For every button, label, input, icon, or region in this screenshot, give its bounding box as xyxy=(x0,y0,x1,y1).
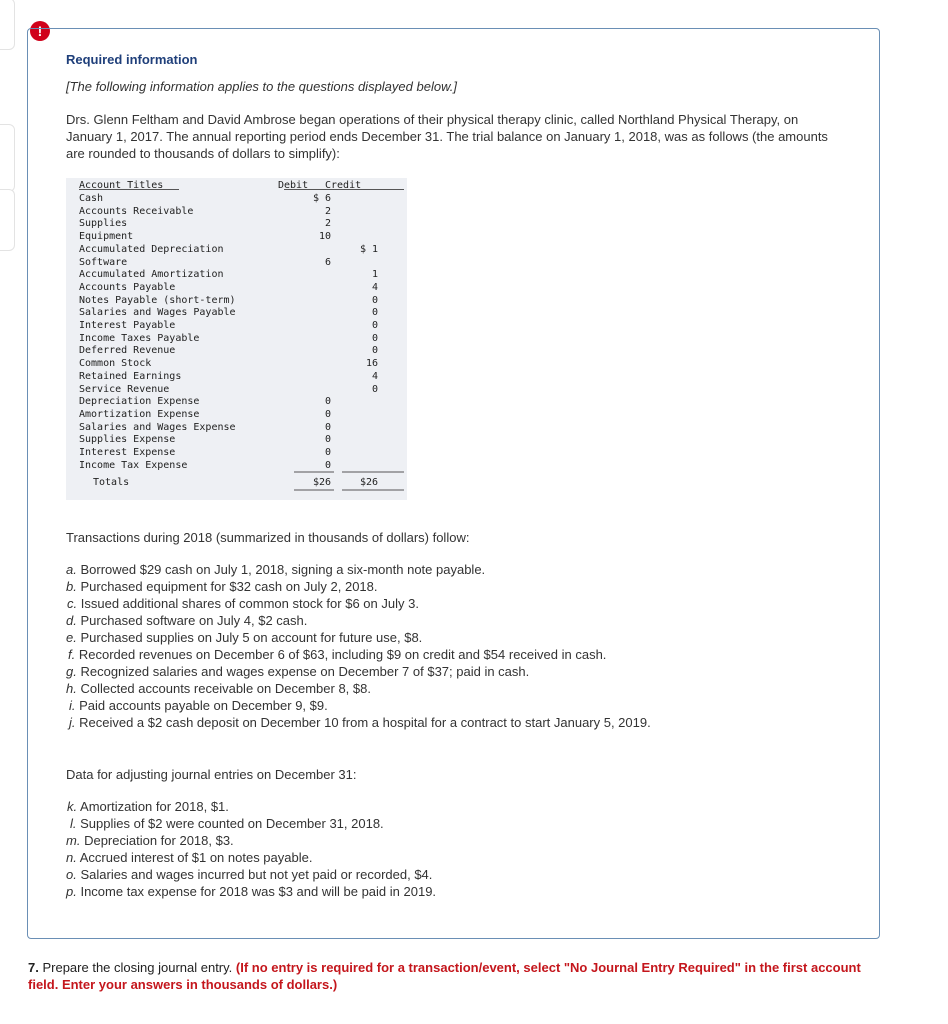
account-title: Accumulated Amortization xyxy=(79,269,224,281)
credit-amount: $ 1 xyxy=(360,243,379,255)
trial-balance-row xyxy=(66,244,407,257)
credit-amount: 4 xyxy=(372,370,379,382)
adjustments-heading: Data for adjusting journal entries on December 31: xyxy=(66,767,357,782)
credit-amount: 0 xyxy=(372,383,379,395)
trial-balance-row xyxy=(66,460,407,473)
item-text: Borrowed $29 cash on July 1, 2018, signing a six-month note payable. xyxy=(80,562,486,577)
transactions-item xyxy=(66,697,651,714)
account-title: Notes Payable (short-term) xyxy=(79,294,236,306)
item-letter: l. xyxy=(70,816,77,831)
debit-amount: 0 xyxy=(325,434,332,446)
trial-balance-row xyxy=(66,345,407,358)
account-title: Deferred Revenue xyxy=(79,345,176,357)
item-text: Income tax expense for 2018 was $3 and will be paid in 2019. xyxy=(80,884,437,899)
item-letter: e. xyxy=(66,630,77,645)
item-text: Purchased software on July 4, $2 cash. xyxy=(80,613,308,628)
adjustments-item xyxy=(66,798,436,815)
item-letter: f. xyxy=(68,647,76,662)
debit-amount: 0 xyxy=(325,396,332,408)
intro-paragraph: Drs. Glenn Feltham and David Ambrose began operations of their physical therapy clinic, called Northland Physical Therapy, on January 1, 2017. The annual reporting period ends December 31. The trial balance on January 1, 2018, was as follows (the amounts are rounded to thousands of dollars to simplify): xyxy=(66,112,828,161)
question-text: Prepare the closing journal entry. xyxy=(42,960,233,975)
item-text: Salaries and wages incurred but not yet paid or recorded, $4. xyxy=(80,867,433,882)
trial-balance-row xyxy=(66,434,407,447)
trial-balance-row xyxy=(66,307,407,320)
debit-amount: $ 6 xyxy=(313,193,332,204)
account-title: Common Stock xyxy=(79,358,152,370)
debit-amount: 6 xyxy=(325,256,332,268)
question-instruction: (If no entry is required for a transaction/event, select "No Journal Entry Required" in the first account field. Enter your answers in thousands of dollars.) xyxy=(28,960,861,992)
item-text: Depreciation for 2018, $3. xyxy=(84,833,234,848)
item-letter: a. xyxy=(66,562,77,577)
item-text: Purchased supplies on July 5 on account for future use, $8. xyxy=(80,630,423,645)
trial-balance-row xyxy=(66,409,407,422)
totals-debit: $26 xyxy=(313,477,332,488)
debit-header: Debit xyxy=(278,180,309,191)
account-title: Accounts Receivable xyxy=(79,205,194,217)
adjustments-item xyxy=(66,866,436,883)
trial-balance-row xyxy=(66,257,407,270)
credit-header: Credit xyxy=(325,180,362,191)
item-text: Supplies of $2 were counted on December 31, 2018. xyxy=(80,816,384,831)
credit-amount: 4 xyxy=(372,281,379,293)
trial-balance-row xyxy=(66,295,407,308)
item-letter: p. xyxy=(66,884,77,899)
credit-amount: 1 xyxy=(372,269,379,281)
transactions-item xyxy=(66,629,651,646)
transactions-heading: Transactions during 2018 (summarized in thousands of dollars) follow: xyxy=(66,530,470,545)
credit-amount: 16 xyxy=(366,358,379,370)
side-tab-lower xyxy=(0,189,15,251)
item-letter: i. xyxy=(69,698,76,713)
trial-balance-row xyxy=(66,269,407,282)
debit-amount: 0 xyxy=(325,447,332,458)
account-title: Accumulated Depreciation xyxy=(79,243,224,255)
trial-balance-row xyxy=(66,282,407,295)
totals-credit: $26 xyxy=(360,477,379,488)
transactions-item xyxy=(66,578,651,595)
account-title: Depreciation Expense xyxy=(79,396,200,408)
item-letter: o. xyxy=(66,867,77,882)
adjustments-item xyxy=(66,849,436,866)
item-letter: d. xyxy=(66,613,77,628)
account-title: Supplies xyxy=(79,218,128,230)
debit-amount: 10 xyxy=(319,231,332,243)
account-title: Cash xyxy=(79,193,104,204)
account-title: Interest Expense xyxy=(79,447,176,458)
account-title: Accounts Payable xyxy=(79,281,176,293)
trial-balance-table xyxy=(66,178,407,500)
adjustments-list xyxy=(66,798,436,900)
trial-balance-row xyxy=(66,371,407,384)
trial-balance-row xyxy=(66,422,407,435)
item-text: Purchased equipment for $32 cash on July 2, 2018. xyxy=(80,579,378,594)
item-text: Accrued interest of $1 on notes payable. xyxy=(79,850,313,865)
account-title: Income Tax Expense xyxy=(79,459,188,471)
transactions-item xyxy=(66,714,651,731)
item-letter: n. xyxy=(66,850,77,865)
item-text: Recorded revenues on December 6 of $63, including $9 on credit and $54 received in cash. xyxy=(78,647,607,662)
item-letter: m. xyxy=(66,833,81,848)
debit-amount: 2 xyxy=(325,205,332,217)
item-letter: b. xyxy=(66,579,77,594)
transactions-item xyxy=(66,595,651,612)
trial-balance-row xyxy=(66,447,407,460)
question-prompt xyxy=(28,959,878,993)
trial-balance-row xyxy=(66,193,407,206)
transactions-item xyxy=(66,680,651,697)
trial-balance-row xyxy=(66,333,407,346)
account-title: Salaries and Wages Payable xyxy=(79,307,236,319)
totals-row xyxy=(66,477,407,490)
account-title: Equipment xyxy=(79,231,134,243)
trial-balance-header xyxy=(66,180,407,193)
credit-amount: 0 xyxy=(372,345,379,357)
credit-amount: 0 xyxy=(372,320,379,331)
debit-amount: 0 xyxy=(325,408,332,420)
trial-balance-row xyxy=(66,320,407,333)
required-information-subtitle: [The following information applies to the questions displayed below.] xyxy=(66,79,457,94)
transactions-item xyxy=(66,561,651,578)
trial-balance-row xyxy=(66,384,407,397)
debit-amount: 0 xyxy=(325,459,332,471)
account-title: Amortization Expense xyxy=(79,408,200,420)
debit-amount: 0 xyxy=(325,421,332,433)
trial-balance-row xyxy=(66,396,407,409)
transactions-item xyxy=(66,612,651,629)
account-title: Income Taxes Payable xyxy=(79,332,200,344)
totals-label: Totals xyxy=(93,477,130,488)
account-title: Retained Earnings xyxy=(79,370,182,382)
trial-balance-row xyxy=(66,231,407,244)
item-letter: h. xyxy=(66,681,77,696)
trial-balance-row xyxy=(66,358,407,371)
account-title: Interest Payable xyxy=(79,320,176,331)
debit-amount: 2 xyxy=(325,218,332,230)
trial-balance-row xyxy=(66,206,407,219)
item-letter: g. xyxy=(66,664,77,679)
account-title: Software xyxy=(79,256,128,268)
account-titles-header: Account Titles xyxy=(79,180,164,191)
side-tab-middle xyxy=(0,124,15,192)
adjustments-item xyxy=(66,832,436,849)
credit-amount: 0 xyxy=(372,307,379,319)
item-letter: c. xyxy=(67,596,78,611)
item-text: Paid accounts payable on December 9, $9. xyxy=(79,698,328,713)
credit-amount: 0 xyxy=(372,294,379,306)
adjustments-item xyxy=(66,815,436,832)
transactions-item xyxy=(66,663,651,680)
transactions-item xyxy=(66,646,651,663)
item-text: Collected accounts receivable on December 8, $8. xyxy=(80,681,371,696)
adjustments-item xyxy=(66,883,436,900)
trial-balance-row xyxy=(66,218,407,231)
item-letter: j. xyxy=(69,715,76,730)
account-title: Salaries and Wages Expense xyxy=(79,421,236,433)
account-title: Supplies Expense xyxy=(79,434,176,446)
account-title: Service Revenue xyxy=(79,383,170,395)
question-number: 7. xyxy=(28,960,39,975)
item-text: Received a $2 cash deposit on December 10 from a hospital for a contract to start January 5, 2019. xyxy=(79,715,651,730)
item-letter: k. xyxy=(67,799,78,814)
alert-icon: ! xyxy=(30,21,50,41)
item-text: Amortization for 2018, $1. xyxy=(80,799,229,814)
side-tab-top xyxy=(0,0,15,50)
transactions-list xyxy=(66,561,651,731)
item-text: Issued additional shares of common stock for $6 on July 3. xyxy=(80,596,419,611)
required-information-title: Required information xyxy=(66,52,198,67)
item-text: Recognized salaries and wages expense on December 7 of $37; paid in cash. xyxy=(80,664,530,679)
credit-amount: 0 xyxy=(372,332,379,344)
